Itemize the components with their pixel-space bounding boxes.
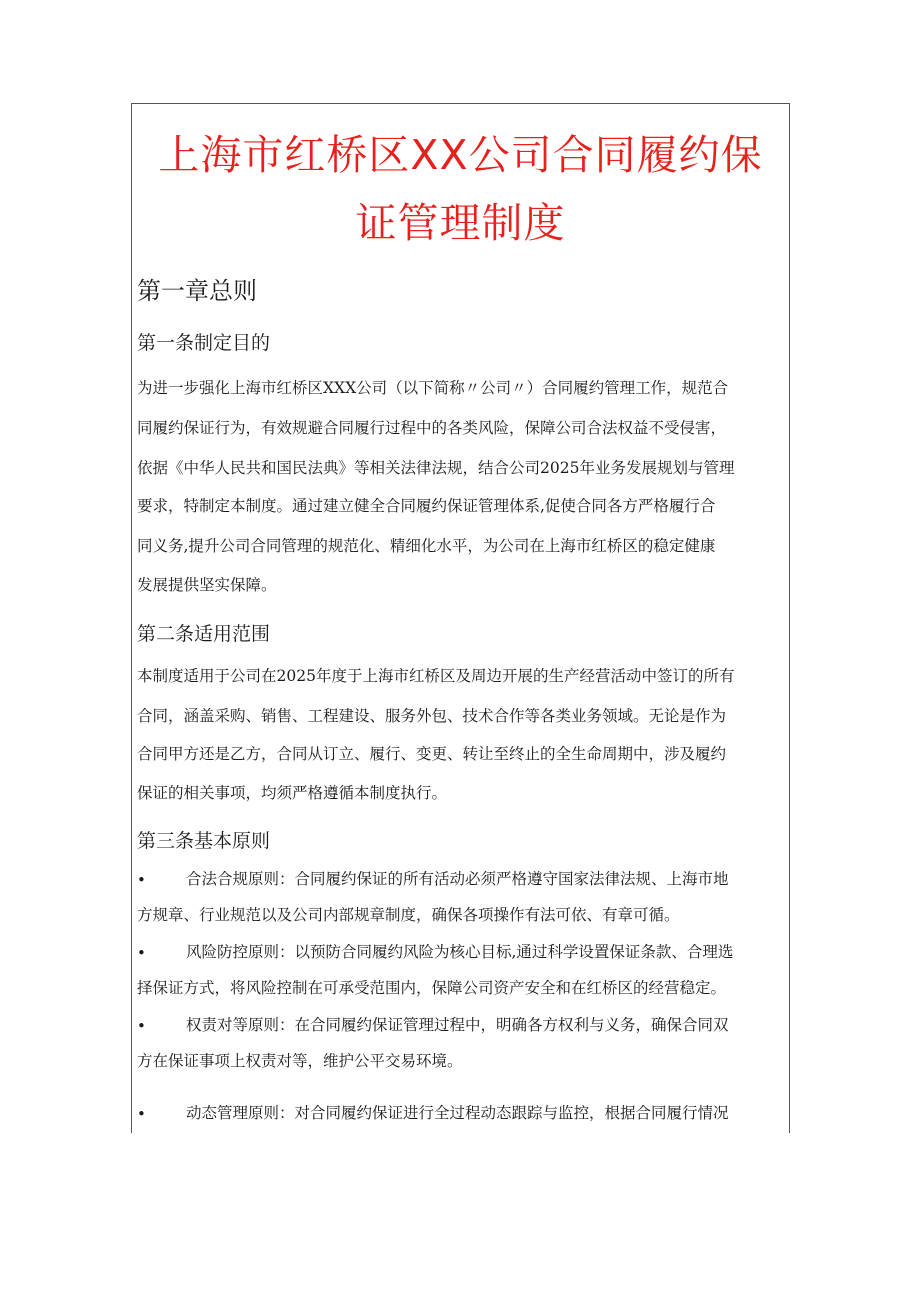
bullet-item-line: 权责对等原则：在合同履约保证管理过程中，明确各方权利与义务，确保合同双 — [186, 1016, 729, 1034]
article-1-line: 依据《中华人民共和国民法典》等相关法律法规，结合公司2025年业务发展规划与管理 — [137, 459, 735, 477]
chapter-heading: 第一章总则 — [137, 277, 257, 305]
article-2-line: 合同甲方还是乙方，合同从订立、履行、变更、转让至终止的全生命周期中，涉及履约 — [137, 745, 727, 763]
article-1-line: 同履约保证行为，有效规避合同履行过程中的各类风险，保障公司合法权益不受侵害， — [137, 419, 727, 437]
article-2-line: 合同，涵盖采购、销售、工程建设、服务外包、技术合作等各类业务领域。无论是作为 — [137, 707, 727, 725]
article-2-line: 保证的相关事项，均须严格遵循本制度执行。 — [137, 784, 448, 802]
bullet-item-line: 方在保证事项上权责对等，维护公平交易环境。 — [137, 1052, 463, 1070]
bullet-marker: • — [137, 944, 146, 962]
article-2-heading: 第二条适用范围 — [137, 623, 271, 645]
document-title-line-1: 上海市红桥区XX公司合同履约保 — [158, 131, 763, 179]
bullet-item-line: 合法合规原则：合同履约保证的所有活动必须严格遵守国家法律法规、上海市地 — [186, 870, 729, 888]
bullet-marker: • — [137, 871, 146, 889]
article-2-line: 本制度适用于公司在2025年度于上海市红桥区及周边开展的生产经营活动中签订的所有 — [137, 667, 735, 685]
bullet-item-line: 方规章、行业规范以及公司内部规章制度，确保各项操作有法可依、有章可循。 — [137, 906, 680, 924]
bullet-marker: • — [137, 1017, 146, 1035]
article-1-line: 同义务,提升公司合同管理的规范化、精细化水平，为公司在上海市红桥区的稳定健康 — [137, 537, 716, 555]
article-1-heading: 第一条制定目的 — [137, 332, 271, 354]
article-1-line: 要求，特制定本制度。通过建立健全合同履约保证管理体系,促使合同各方严格履行合 — [137, 497, 716, 515]
bullet-item-line: 择保证方式，将风险控制在可承受范围内，保障公司资产安全和在红桥区的经营稳定。 — [137, 979, 727, 997]
bullet-item-line: 动态管理原则：对合同履约保证进行全过程动态跟踪与监控，根据合同履行情况 — [186, 1104, 729, 1122]
article-1-line: 为进一步强化上海市红桥区XXX公司（以下简称〃公司〃）合同履约管理工作，规范合 — [137, 379, 729, 397]
bullet-marker: • — [137, 1105, 146, 1123]
article-3-heading: 第三条基本原则 — [137, 830, 271, 852]
bullet-item-line: 风险防控原则：以预防合同履约风险为核心目标,通过科学设置保证条款、合理选 — [186, 943, 734, 961]
document-title-line-2: 证管理制度 — [355, 199, 566, 247]
article-1-line: 发展提供坚实保障。 — [137, 576, 277, 594]
